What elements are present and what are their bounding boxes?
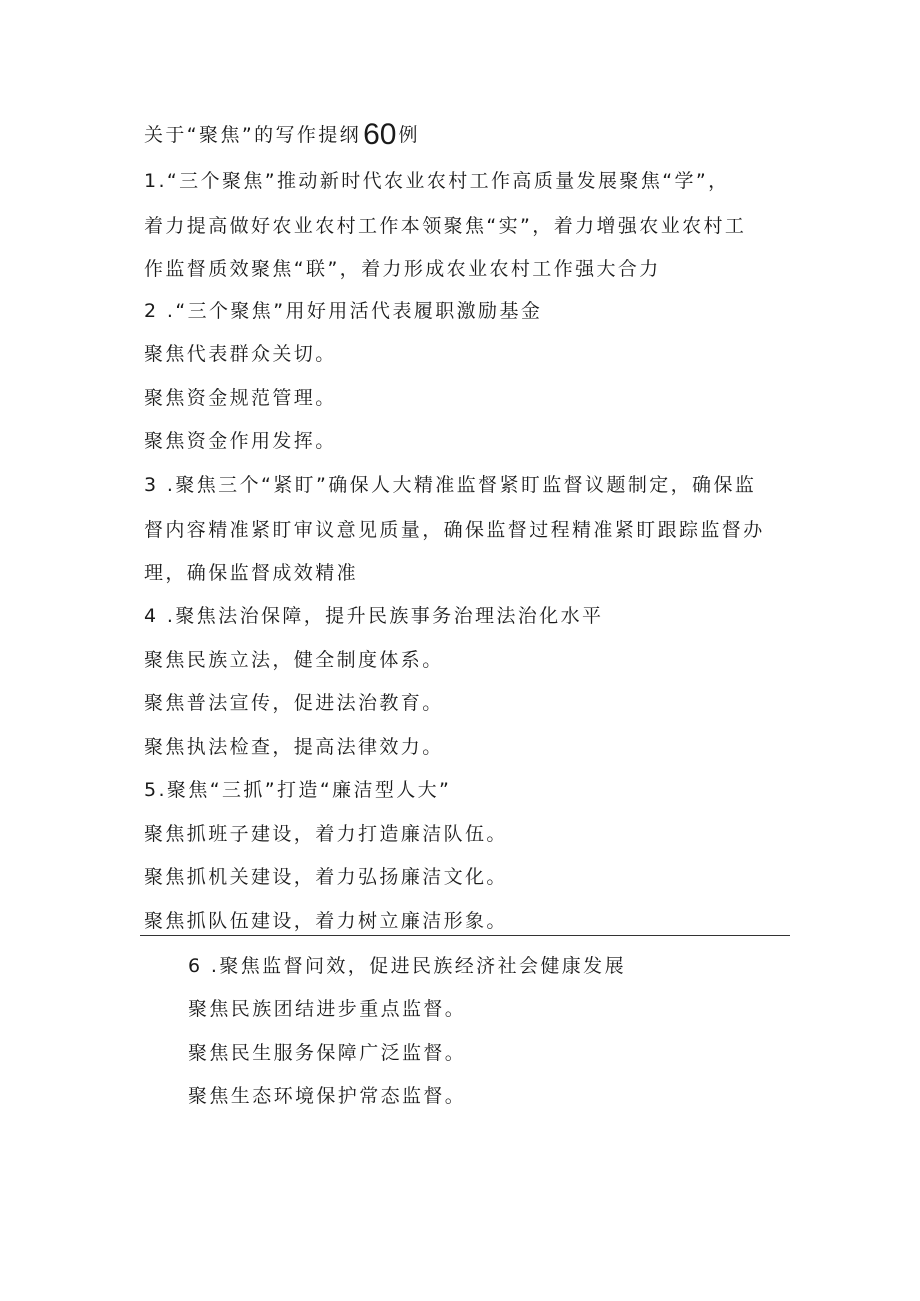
text-line: 聚焦抓班子建设，着力打造廉洁队伍。 — [144, 823, 508, 845]
text-line: 理，确保监督成效精准 — [144, 562, 359, 584]
text-line: 聚焦普法宣传，促进法治教育。 — [144, 692, 444, 714]
text-line: 聚焦民族立法，健全制度体系。 — [144, 649, 444, 671]
title-prefix: 关于“聚焦”的写作提纲 — [144, 124, 362, 146]
text-line: 着力提高做好农业农村工作本领聚焦“实”，着力增强农业农村工 — [144, 215, 747, 237]
text-line: 聚焦抓机关建设，着力弘扬廉洁文化。 — [144, 866, 508, 888]
text-line: 6 .聚焦监督问效，促进民族经济社会健康发展 — [188, 955, 626, 977]
text-line: 聚焦民生服务保障广泛监督。 — [188, 1042, 467, 1064]
text-line: 聚焦民族团结进步重点监督。 — [188, 998, 467, 1020]
text-line: 聚焦代表群众关切。 — [144, 343, 337, 365]
text-line: 聚焦资金规范管理。 — [144, 387, 337, 409]
text-line: 聚焦生态环境保护常态监督。 — [188, 1085, 467, 1107]
text-line: 聚焦资金作用发挥。 — [144, 430, 337, 452]
text-line: 5.聚焦“三抓”打造“廉洁型人大” — [144, 779, 452, 801]
text-line: 作监督质效聚焦“联”，着力形成农业农村工作强大合力 — [144, 258, 661, 280]
text-line: 1.“三个聚焦”推动新时代农业农村工作高质量发展聚焦“学”， — [144, 170, 730, 192]
text-line: 聚焦抓队伍建设，着力树立廉洁形象。 — [144, 910, 508, 932]
text-line: 3 .聚焦三个“紧盯”确保人大精准监督紧盯监督议题制定，确保监 — [144, 474, 757, 496]
page-divider — [140, 935, 790, 936]
text-line: 4 .聚焦法治保障，提升民族事务治理法治化水平 — [144, 605, 604, 627]
document-title — [144, 118, 420, 151]
text-line: 聚焦执法检查，提高法律效力。 — [144, 736, 444, 758]
text-line: 2 .“三个聚焦”用好用活代表履职激励基金 — [144, 300, 543, 322]
text-line: 督内容精准紧盯审议意见质量，确保监督过程精准紧盯跟踪监督办 — [144, 519, 765, 541]
title-suffix: 例 — [398, 124, 420, 146]
title-number: 60 — [363, 118, 397, 151]
